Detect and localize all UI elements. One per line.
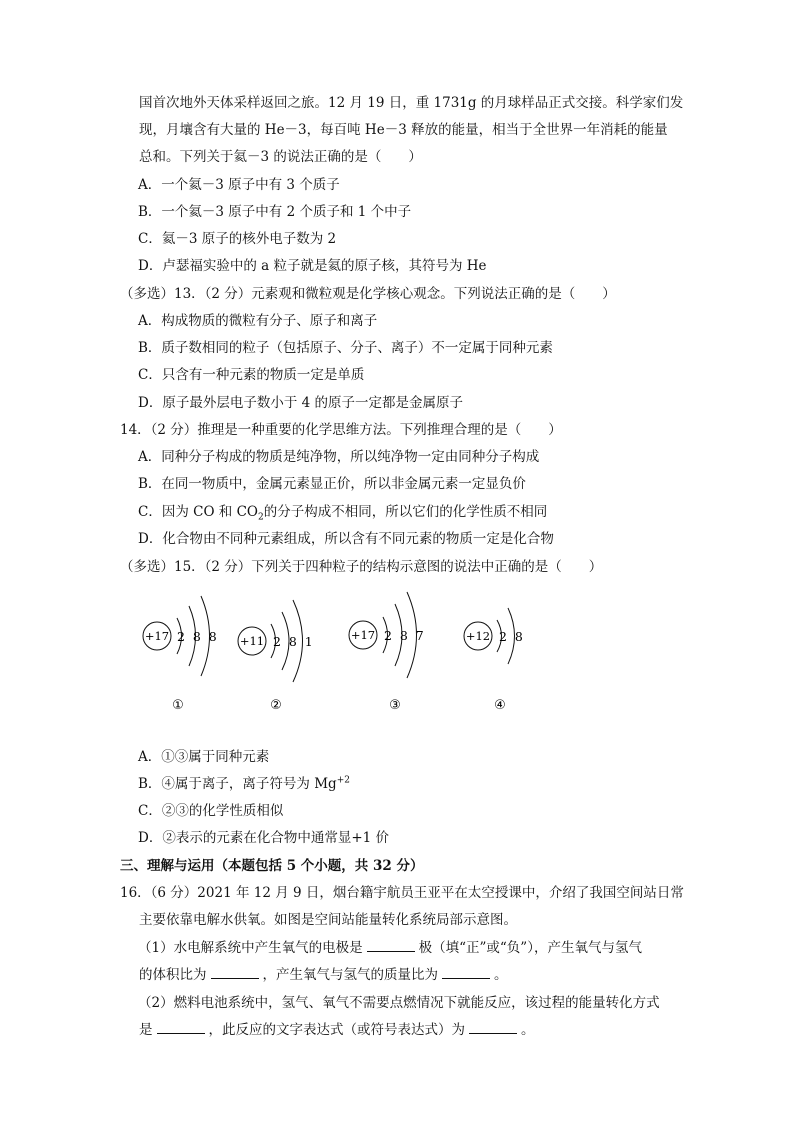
shell-numbers-2: 2 8 1 [273,634,313,649]
q12-stem-line2: 现，月壤含有大量的 He－3，每百吨 He－3 释放的能量，相当于全世界一年消耗的能量 [139,122,668,138]
q15-option-c: C．②③的化学性质相似 [138,803,284,819]
q14-option-a: A．同种分子构成的物质是纯净物，所以纯净物一定由同种分子构成 [138,449,540,465]
q16-p2-c: ，此反应的文字表达式（或符号表达式）为 [208,1022,465,1038]
diagram-3 [349,592,424,713]
q16-p1-d: ，产生氧气与氢气的质量比为 [262,967,438,983]
answer-blank-5[interactable] [469,1020,517,1034]
q14-option-c-sub: 2 [258,512,264,523]
q15-option-a: A．①③属于同种元素 [138,749,270,765]
section-3-heading: 三、理解与运用（本题包括 5 个小题，共 32 分） [120,858,424,874]
shell-numbers-1: 2 8 8 [177,629,217,644]
q15-stem: （多选）15．（2 分）下列关于四种粒子的结构示意图的说法中正确的是（ ） [120,559,603,575]
diagram-2 [238,600,313,713]
q15-option-d: D．②表示的元素在化合物中通常显+1 价 [138,830,390,846]
q16-part2-line1: （2）燃料电池系统中，氢气、氧气不需要点燃情况下就能反应，该过程的能量转化方式 [138,995,660,1011]
q16-p1-a: （1）水电解系统中产生氧气的电极是 [138,940,363,956]
q12-stem-line1: 国首次地外天体采样返回之旅。12 月 19 日，重 1731g 的月球样品正式交接。科学家们发 [139,95,684,111]
q16-p1-c: 的体积比为 [139,967,207,983]
nucleus-label-4: +12 [465,629,491,643]
diagram-label-2: ② [270,698,282,713]
q14-option-c [138,502,547,522]
q13-stem: （多选）13．（2 分）元素观和微粒观是化学核心观念。下列说法正确的是（ ） [120,286,616,302]
q16-part1-line1 [138,938,642,958]
answer-blank-3[interactable] [442,965,490,979]
shell-numbers-4: 2 8 [499,629,523,644]
q16-part1-line2 [139,965,508,985]
answer-blank-4[interactable] [157,1020,205,1034]
q16-stem-line1: 16．（6 分）2021 年 12 月 9 日，烟台籍宇航员王亚平在太空授课中，介绍了我国空间站日常 [120,885,684,901]
nucleus-label-1: +17 [144,629,170,643]
diagram-label-3: ③ [389,698,401,713]
q16-part2-line2 [139,1020,535,1040]
q12-option-a: A．一个氦－3 原子中有 3 个质子 [138,177,340,193]
q13-option-d: D．原子最外层电子数小于 4 的原子一定都是金属原子 [138,395,463,411]
q13-option-a: A．构成物质的微粒有分子、原子和离子 [138,313,378,329]
shell-numbers-3: 2 8 7 [384,628,424,643]
q12-option-c: C．氦－3 原子的核外电子数为 2 [138,231,337,247]
q16-p2-d: 。 [521,1022,535,1038]
q14-stem: 14．（2 分）推理是一种重要的化学思维方法。下列推理合理的是（ ） [120,422,562,438]
q16-p2-b: 是 [139,1022,153,1038]
nucleus-label-2: +11 [239,634,265,648]
q13-option-c: C．只含有一种元素的物质一定是单质 [138,367,365,383]
q16-p1-e: 。 [494,967,508,983]
q12-stem-line3: 总和。下列关于氦－3 的说法正确的是（ ） [139,149,422,165]
particle-structure-diagrams [130,588,650,718]
nucleus-label-3: +17 [350,628,376,642]
diagram-label-1: ① [172,698,184,713]
q14-option-c-post: 的分子构成不相同，所以它们的化学性质不相同 [263,504,548,520]
q14-option-d: D．化合物由不同种元素组成，所以含有不同元素的物质一定是化合物 [138,531,554,547]
q16-stem-line2: 主要依靠电解水供氧。如图是空间站能量转化系统局部示意图。 [139,912,517,928]
q15-option-b [138,774,350,794]
q16-p1-b: 极（填“正”或“负”），产生氧气与氢气 [418,940,642,956]
diagram-1 [143,596,217,713]
answer-blank-1[interactable] [367,938,415,952]
q12-option-b: B．一个氦－3 原子中有 2 个质子和 1 个中子 [138,204,412,220]
q12-option-d: D．卢瑟福实验中的 a 粒子就是氦的原子核，其符号为 He [138,258,487,274]
q14-option-b: B．在同一物质中，金属元素显正价，所以非金属元素一定显负价 [138,476,526,492]
diagram-label-4: ④ [494,698,506,713]
q15-option-b-sup: +2 [336,775,350,786]
diagrams-svg [130,588,650,718]
q13-option-b: B．质子数相同的粒子（包括原子、分子、离子）不一定属于同种元素 [138,340,553,356]
diagram-4 [464,608,523,713]
answer-blank-2[interactable] [211,965,259,979]
q14-option-c-pre: C．因为 CO 和 CO [138,504,258,520]
q15-option-b-pre: B．④属于离子，离子符号为 Mg [138,776,337,792]
